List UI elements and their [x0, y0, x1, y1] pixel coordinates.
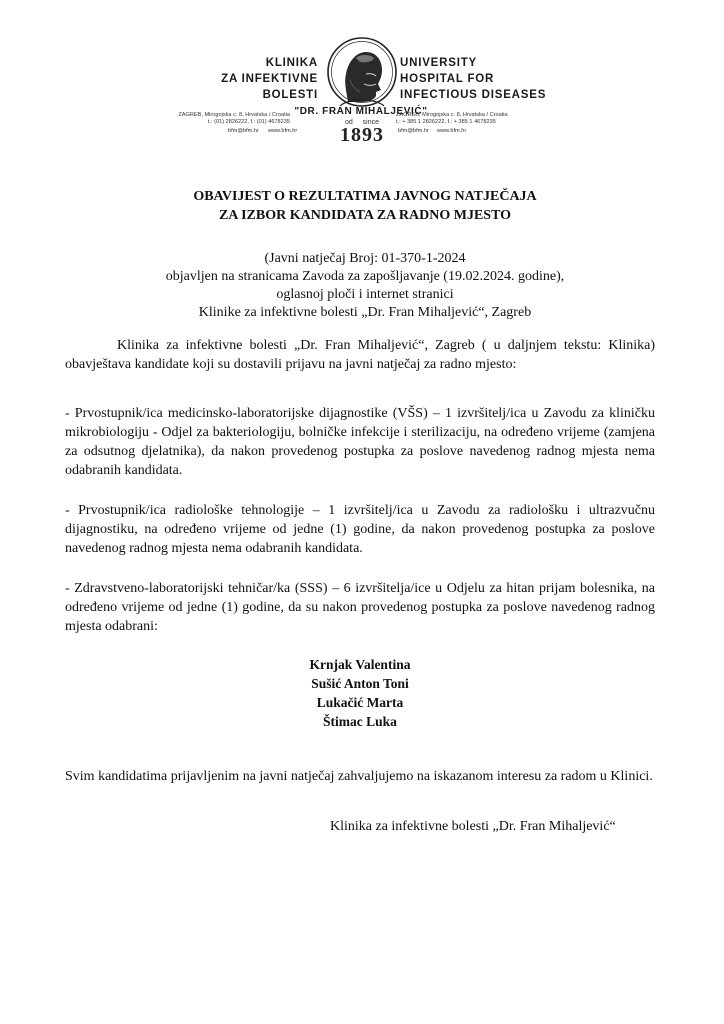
candidate-name: Štimac Luka [323, 714, 397, 729]
title-line-1: OBAVIJEST O REZULTATIMA JAVNOG NATJEČAJA [193, 189, 537, 204]
candidate-name: Sušić Anton Toni [311, 676, 409, 691]
candidate-name: Lukačić Marta [316, 695, 404, 710]
founding-year: 1893 [340, 124, 384, 146]
letterhead-left-line: BOLESTI [262, 89, 318, 101]
letterhead-left-block [210, 55, 318, 103]
intro-line-2: objavljen na stranicama Zavoda za zapošljavanje (19.02.2024. godine), [165, 269, 565, 284]
position-1-paragraph: - Prvostupnik/ica medicinsko-laboratorijske dijagnostike (VŠS) – 1 izvršitelj/ica u Zavodu za kliničku mikrobiologiju - Odjel za bakteriologiju, bolničke infekcije i sterilizaciju, na određeno vrijeme (zamjena za odsutnog djelatnika), da nakon provedenog postupka za poslove navedenog radnog mjesta nema odabranih kandidata. [65, 406, 655, 478]
letterhead-left-line: KLINIKA [265, 57, 318, 69]
document-title [80, 187, 650, 225]
signoff: Klinika za infektivne bolesti „Dr. Fran Mihaljević“ [330, 819, 616, 834]
competition-reference [80, 250, 650, 322]
od-text: od [344, 119, 353, 126]
intro-line-1: (Javni natječaj Broj: 01-370-1-2024 [264, 251, 466, 266]
since-text: since [362, 119, 380, 126]
selected-candidates-list [200, 655, 520, 731]
hospital-name: "DR. FRAN MIHALJEVIĆ" [294, 106, 428, 117]
address-left-phone: t.: (01) 2826222, f.: (01) 4678235 [207, 119, 290, 125]
address-left [175, 112, 290, 126]
web-right: www.bfm.hr [437, 128, 467, 134]
position-3-paragraph: - Zdravstveno-laboratorijski tehničar/ka (SSS) – 6 izvršitelja/ice u Odjelu za hitan prijam bolesnika, na određeno vrijeme od jedne (1) godine, da su nakon provedenog postupka za poslove navedenog radnog mjesta odabrani: [65, 581, 655, 634]
web-left: www.bfm.hr [268, 128, 298, 134]
letterhead-right-line: UNIVERSITY [400, 57, 478, 69]
address-left-street: ZAGREB, Mirogojska c. 8, Hrvatska / Croatia [178, 112, 290, 118]
candidate-name: Krnjak Valentina [309, 657, 411, 672]
letterhead-left-line: ZA INFEKTIVNE [221, 73, 318, 85]
address-right-street: ZAGREB, Mirogojska c. 8, Hrvatska / Croatia [396, 112, 508, 118]
letterhead-right-line: INFECTIOUS DISEASES [400, 89, 547, 101]
intro-line-3: oglasnoj ploči i internet stranici [276, 287, 454, 302]
letterhead-right-block [400, 55, 600, 103]
intro-line-4: Klinike za infektivne bolesti „Dr. Fran Mihaljević“, Zagreb [198, 305, 532, 320]
title-line-2: ZA IZBOR KANDIDATA ZA RADNO MJESTO [218, 208, 512, 223]
email-right: bfm@bfm.hr [398, 128, 429, 134]
address-right-phone: t.: + 385 1 2826222, f.: + 385 1 4678235 [396, 119, 496, 125]
position-2-paragraph: - Prvostupnik/ica radiološke tehnologije – 1 izvršitelj/ica u Zavodu za radiološku i ultrazvučnu dijagnostiku, na određeno vrijeme od jedne (1) godine, da nakon provedenog postupka za poslove navedenog radnog mjesta nema odabranih kandidata. [65, 503, 655, 556]
opening-paragraph: Klinika za infektivne bolesti „Dr. Fran Mihaljević“, Zagreb ( u daljnjem tekstu: Klinika) obavještava kandidate koji su dostavili prijavu na javni natječaj za radno mjesto: [65, 338, 655, 372]
closing-paragraph: Svim kandidatima prijavljenim na javni natječaj zahvaljujemo na iskazanom interesu za radom u Klinici. [65, 769, 653, 784]
letterhead-right-line: HOSPITAL FOR [400, 73, 495, 85]
email-left: bfm@bfm.hr [228, 128, 259, 134]
address-right [396, 112, 546, 126]
